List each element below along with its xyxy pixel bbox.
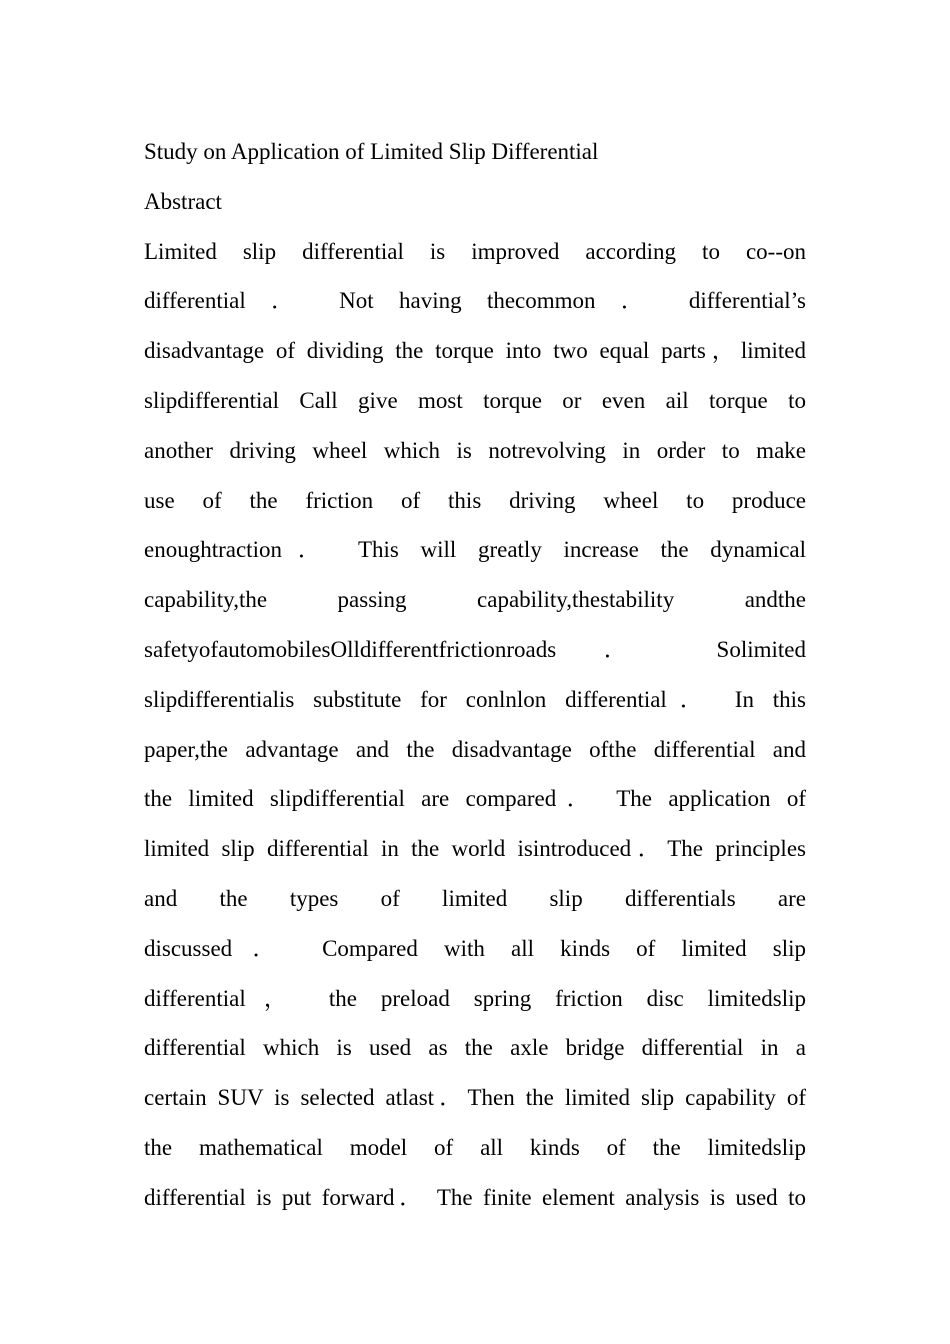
abstract-line: differential ． Not having thecommon ． differential’s: [144, 288, 806, 314]
abstract-line: disadvantage of dividing the torque into two equal parts，limited: [144, 338, 806, 364]
document-page: [144, 127, 806, 1223]
abstract-line: safetyofautomobilesOlldifferentfrictionroads ． Solimited: [144, 636, 806, 662]
abstract-line: capability,the passing capability,thestability andthe: [144, 587, 806, 613]
abstract-line: the mathematical model of all kinds of the limitedslip: [144, 1134, 806, 1160]
abstract-heading: Abstract: [144, 188, 222, 214]
abstract-line: the limited slipdifferential are compared． The application of: [144, 786, 806, 812]
abstract-line: another driving wheel which is notrevolving in order to make: [144, 437, 806, 463]
abstract-line: certain SUV is selected atlast．Then the limited slip capability of: [144, 1085, 806, 1111]
abstract-line: slipdifferential Call give most torque or even ail torque to: [144, 387, 806, 413]
document-title: Study on Application of Limited Slip Differential: [144, 139, 599, 164]
abstract-line: slipdifferentialis substitute for conlnlon differential． In this: [144, 686, 806, 712]
abstract-line: discussed． Compared with all kinds of limited slip: [144, 935, 806, 961]
abstract-line: limited slip differential in the world isintroduced．The principles: [144, 836, 806, 862]
abstract-line: differential which is used as the axle bridge differential in a: [144, 1035, 806, 1061]
abstract-line: use of the friction of this driving wheel to produce: [144, 487, 806, 513]
abstract-line: paper,the advantage and the disadvantage ofthe differential and: [144, 736, 806, 762]
abstract-line: enoughtraction． This will greatly increase the dynamical: [144, 537, 806, 563]
abstract-line: differential， the preload spring friction disc limitedslip: [144, 985, 806, 1011]
abstract-line: and the types of limited slip differentials are: [144, 885, 806, 911]
abstract-line: differential is put forward． The finite element analysis is used to: [144, 1184, 806, 1210]
abstract-line: Limited slip differential is improved according to co--on: [144, 238, 806, 264]
abstract-body: [144, 227, 806, 1223]
